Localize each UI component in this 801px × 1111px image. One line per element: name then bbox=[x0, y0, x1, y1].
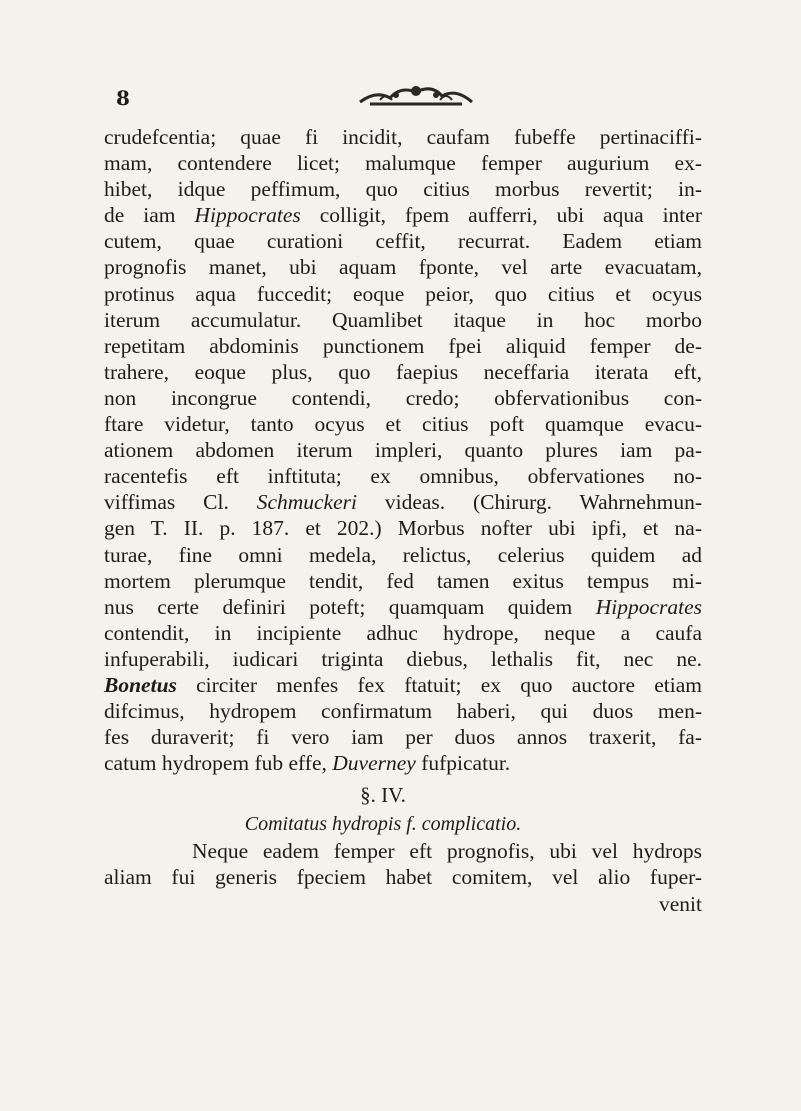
text-line: protinus aqua fuccedit; eoque peior, quo citius et ocyus bbox=[104, 281, 702, 306]
text-line bbox=[104, 750, 702, 776]
text-line: mortem plerumque tendit, fed tamen exitus tempus mi- bbox=[104, 568, 702, 593]
text-run: nus certe definiri poteft; quamquam quidem bbox=[104, 594, 596, 619]
text-run: viffimas Cl. bbox=[104, 490, 257, 515]
text-line: racentefis eft inftituta; ex omnibus, obfervationes no- bbox=[104, 464, 702, 489]
ornament-headpiece-icon bbox=[356, 82, 476, 108]
author-name: Duverney bbox=[332, 751, 416, 776]
text-line bbox=[104, 202, 702, 228]
text-run: fufpicatur. bbox=[415, 751, 511, 776]
section-number: §. IV. bbox=[360, 783, 406, 808]
text-line bbox=[104, 594, 702, 620]
text-line: mam, contendere licet; malumque femper augurium ex- bbox=[104, 151, 702, 176]
text-line: hibet, idque peffimum, quo citius morbus revertit; in- bbox=[104, 177, 702, 202]
text-line: difcimus, hydropem confirmatum haberi, qui duos men- bbox=[104, 699, 702, 724]
text-line: trahere, eoque plus, quo faepius neceffaria iterata eft, bbox=[104, 359, 702, 384]
text-line: prognofis manet, ubi aquam fponte, vel arte evacuatam, bbox=[104, 255, 702, 280]
text-line: gen T. II. p. 187. et 202.) Morbus nofter ubi ipfi, et na- bbox=[104, 516, 702, 541]
text-line: cutem, quae curationi ceffit, recurrat. Eadem etiam bbox=[104, 229, 702, 254]
text-run: colligit, fpem aufferri, ubi aqua inter bbox=[300, 203, 702, 228]
text-line: repetitam abdominis punctionem fpei aliquid femper de- bbox=[104, 333, 702, 358]
text-line: contendit, in incipiente adhuc hydrope, neque a caufa bbox=[104, 620, 702, 645]
author-name: Hippocrates bbox=[194, 203, 301, 228]
text-line: turae, fine omni medela, relictus, celerius quidem ad bbox=[104, 542, 702, 567]
text-run: de iam bbox=[104, 203, 195, 228]
text-run: catum hydropem fub effe, bbox=[104, 751, 333, 776]
text-line bbox=[104, 672, 702, 698]
text-line: crudefcentia; quae fi incidit, caufam fubeffe pertinaciffi- bbox=[104, 125, 702, 149]
text-line: iterum accumulatur. Quamlibet itaque in hoc morbo bbox=[104, 307, 702, 332]
text-run: videas. (Chirurg. Wahrnehmun- bbox=[356, 490, 702, 515]
author-name: Hippocrates bbox=[595, 594, 702, 619]
text-line: aliam fui generis fpeciem habet comitem, vel alio fuper- bbox=[104, 865, 702, 890]
section-title: Comitatus hydropis f. complicatio. bbox=[244, 813, 522, 836]
text-line: Neque eadem femper eft prognofis, ubi vel hydrops bbox=[192, 839, 702, 864]
author-name: Bonetus bbox=[104, 672, 177, 697]
text-run: circiter menfes fex ftatuit; ex quo auctore etiam bbox=[176, 672, 702, 697]
text-line bbox=[104, 489, 702, 515]
catchword: venit bbox=[659, 891, 702, 916]
text-line: infuperabili, iudicari triginta diebus, lethalis fit, nec ne. bbox=[104, 646, 702, 671]
body-text bbox=[104, 124, 702, 917]
text-line: non incongrue contendi, credo; obfervationibus con- bbox=[104, 385, 702, 410]
page-number: 8 bbox=[116, 86, 130, 110]
text-line: ftare videtur, tanto ocyus et citius poft quamque evacu- bbox=[104, 412, 702, 437]
author-name: Schmuckeri bbox=[256, 490, 357, 515]
text-line: fes duraverit; fi vero iam per duos annos traxerit, fa- bbox=[104, 725, 702, 750]
text-line: ationem abdomen iterum impleri, quanto plures iam pa- bbox=[104, 438, 702, 463]
